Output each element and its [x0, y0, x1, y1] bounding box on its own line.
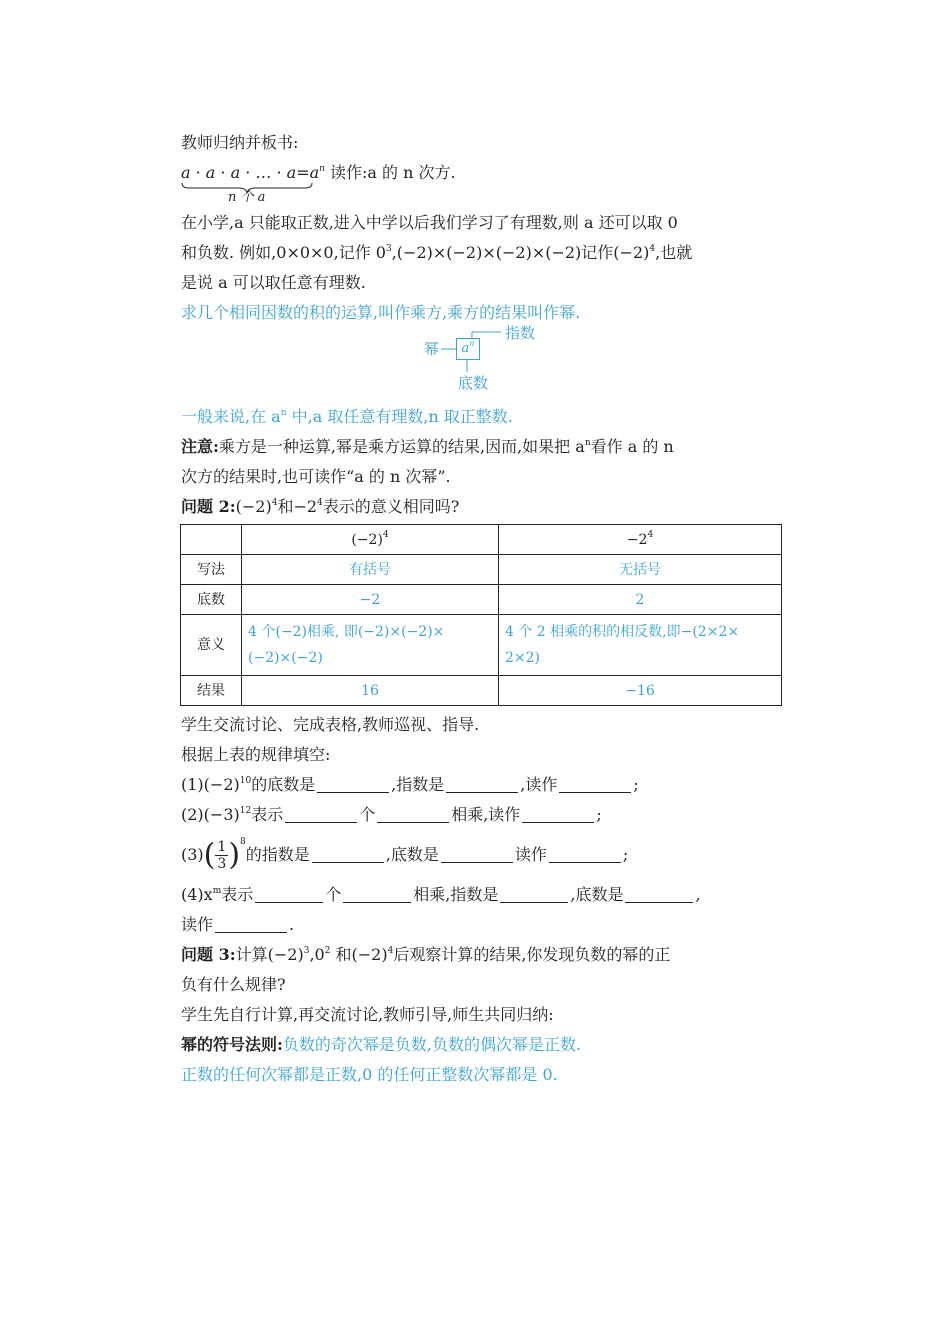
f2-d: 个	[359, 805, 376, 824]
f3-f: ;	[622, 845, 629, 864]
q3-c: ,0	[309, 945, 325, 964]
meaning-a-line1: 4 个(−2)相乘, 即(−2)×(−2)×	[248, 624, 445, 640]
fill-item-3	[181, 830, 781, 880]
sign-rule-line1	[181, 1030, 781, 1060]
blank-field[interactable]	[255, 884, 323, 903]
table-corner	[181, 525, 242, 555]
f1-a: (1)(−2)	[181, 775, 240, 794]
q2-text-c: 表示的意义相同吗?	[322, 497, 460, 516]
row-label: 结果	[181, 676, 242, 706]
formula-equals: =	[296, 163, 310, 182]
para1-line1: 在小学,a 只能取正数,进入中学以后我们学习了有理数,则 a 还可以取 0	[181, 213, 678, 232]
blank-field[interactable]	[446, 774, 518, 793]
f1-f: ;	[633, 775, 639, 794]
note-sup: n	[584, 438, 591, 448]
general-statement	[181, 402, 781, 432]
f4-c: 表示	[221, 885, 254, 904]
f1-d: ,指数是	[391, 775, 445, 794]
header-b-base: −2	[626, 531, 648, 548]
row-label: 底数	[181, 585, 242, 615]
blank-field[interactable]	[215, 914, 287, 933]
q3-sup-a: 3	[303, 946, 310, 956]
question3	[181, 940, 781, 970]
fill-intro: 根据上表的规律填空:	[181, 745, 331, 764]
q3-sup-b: 2	[324, 946, 331, 956]
intro-text: 教师归纳并板书:	[181, 133, 299, 152]
para1-line2	[181, 238, 781, 268]
fill-item-4	[181, 880, 781, 910]
formula-product: a · a · a · … · a	[181, 163, 297, 182]
comparison-table	[180, 524, 782, 706]
formula-reading: 读作:a 的 n 次方.	[324, 163, 456, 182]
header-b-exp: 4	[647, 529, 654, 540]
sign-rule-line2: 正数的任何次幂都是正数,0 的任何正整数次幂都是 0.	[181, 1065, 558, 1084]
note-line1	[181, 432, 781, 462]
f3-sup: 8	[240, 837, 246, 847]
q3-sup-c: 4	[387, 946, 394, 956]
f1-c: 的底数是	[251, 775, 316, 794]
table-row	[181, 676, 782, 706]
right-paren-icon: )	[228, 837, 241, 873]
table-row	[181, 555, 782, 585]
q2-text-a: (−2)	[235, 497, 272, 516]
diagram-box-exp: n	[469, 339, 475, 348]
fill-item-2	[181, 800, 781, 830]
diagram-base-label: 底数	[458, 374, 489, 392]
formula-base: a	[309, 163, 320, 182]
blank-field[interactable]	[500, 884, 568, 903]
question3-line2: 负有什么规律?	[181, 975, 286, 994]
row-cell-b: −16	[499, 676, 782, 706]
blank-field[interactable]	[285, 804, 357, 823]
note-label: 注意:	[181, 437, 219, 456]
note-text-a: 乘方是一种运算,幂是乘方运算的结果,因而,如果把 a	[218, 437, 585, 456]
para1-sup-a: 3	[385, 244, 392, 254]
blank-field[interactable]	[377, 804, 449, 823]
row-cell-b: 2	[499, 585, 782, 615]
row-cell-b	[499, 615, 782, 676]
blank-field[interactable]	[343, 884, 411, 903]
f3-c: 的指数是	[245, 845, 310, 864]
fill-item-4-cont	[181, 910, 781, 940]
table-header-b	[499, 525, 782, 555]
f4-sup: m	[212, 886, 222, 896]
rule-label: 幂的符号法则:	[181, 1035, 283, 1054]
f3-d: ,底数是	[385, 845, 439, 864]
f4-a: (4)x	[181, 885, 213, 904]
formula-exp: n	[319, 164, 325, 174]
rule-text-1: 负数的奇次幂是负数,负数的偶次幂是正数.	[282, 1035, 582, 1054]
f1-sup: 10	[239, 776, 252, 786]
row-cell-a	[242, 615, 499, 676]
f2-e: 相乘,读作	[451, 805, 521, 824]
table-header-row	[181, 525, 782, 555]
brace-label: n 个 a	[228, 190, 266, 205]
question2	[181, 492, 781, 522]
q3-a: 计算(−2)	[235, 945, 304, 964]
q2-label: 问题 2:	[181, 497, 236, 516]
f4-g: ,	[695, 885, 701, 904]
f4-e: 相乘,指数是	[413, 885, 499, 904]
diagram-power-label: 幂	[424, 340, 440, 358]
f2-a: (2)(−3)	[181, 805, 240, 824]
para1-text-a: 和负数. 例如,0×0×0,记作 0	[181, 243, 386, 262]
note-text-b: 看作 a 的 n	[590, 437, 674, 456]
blank-field[interactable]	[441, 844, 513, 863]
blank-field[interactable]	[549, 844, 621, 863]
note-line2: 次方的结果时,也可读作“a 的 n 次幂”.	[181, 467, 451, 486]
para1-line3: 是说 a 可以取任意有理数.	[181, 273, 366, 292]
q3-label: 问题 3:	[181, 945, 236, 964]
row-cell-a: 有括号	[242, 555, 499, 585]
diagram-box	[456, 338, 480, 360]
header-a-exp: 4	[382, 529, 389, 540]
f1-e: ,读作	[520, 775, 558, 794]
blank-field[interactable]	[317, 774, 389, 793]
f3-a: (3)	[181, 845, 204, 864]
table-row	[181, 615, 782, 676]
diagram-box-base: a	[461, 341, 470, 356]
summary-intro: 学生先自行计算,再交流讨论,教师引导,师生共同归纳:	[181, 1005, 554, 1024]
f4-d: 个	[325, 885, 342, 904]
fill-item-1	[181, 770, 781, 800]
fraction-denominator: 3	[217, 856, 227, 872]
row-cell-a: 16	[242, 676, 499, 706]
row-label: 写法	[181, 555, 242, 585]
power-diagram	[181, 324, 781, 396]
meaning-b-line2: 2×2)	[505, 650, 541, 666]
meaning-b-line1: 4 个 2 相乘的积的相反数,即−(2×2×	[505, 624, 740, 640]
blank-field[interactable]	[312, 844, 384, 863]
blank-field[interactable]	[625, 884, 693, 903]
row-cell-a: −2	[242, 585, 499, 615]
q3-e: 和(−2)	[330, 945, 388, 964]
f4-i: .	[289, 915, 295, 934]
q2-sup-a: 4	[271, 498, 278, 508]
f2-f: ;	[596, 805, 602, 824]
para1-sup-b: 4	[649, 244, 656, 254]
q3-g: 后观察计算的结果,你发现负数的幂的正	[393, 945, 671, 964]
row-label: 意义	[181, 615, 242, 676]
q2-text-b: 和−2	[277, 497, 318, 516]
header-a-base: (−2)	[351, 531, 383, 548]
lesson-page	[181, 128, 781, 1090]
fraction	[215, 839, 228, 872]
f2-c: 表示	[251, 805, 284, 824]
row-cell-b: 无括号	[499, 555, 782, 585]
diagram-exponent-label: 指数	[505, 324, 536, 342]
discussion-text: 学生交流讨论、完成表格,教师巡视、指导.	[181, 715, 480, 734]
f4-f: ,底数是	[570, 885, 624, 904]
para1-text-c: ,也就	[655, 243, 693, 262]
blank-field[interactable]	[522, 804, 594, 823]
general-text-b: 中,a 取任意有理数,n 取正整数.	[286, 407, 513, 426]
power-formula	[181, 158, 781, 208]
fraction-numerator: 1	[217, 839, 227, 855]
table-header-a	[242, 525, 499, 555]
f4-h: 读作	[181, 915, 214, 934]
f2-sup: 12	[239, 806, 252, 816]
general-sup: n	[280, 408, 287, 418]
left-paren-icon: (	[203, 837, 216, 873]
f3-e: 读作	[514, 845, 547, 864]
blank-field[interactable]	[559, 774, 631, 793]
general-text-a: 一般来说,在 a	[181, 407, 281, 426]
para1-text-b: ,(−2)×(−2)×(−2)×(−2)记作(−2)	[391, 243, 650, 262]
power-definition: 求几个相同因数的积的运算,叫作乘方,乘方的结果叫作幂.	[181, 303, 581, 322]
q2-sup-b: 4	[317, 498, 323, 508]
table-row	[181, 585, 782, 615]
meaning-a-line2: (−2)×(−2)	[248, 650, 323, 666]
